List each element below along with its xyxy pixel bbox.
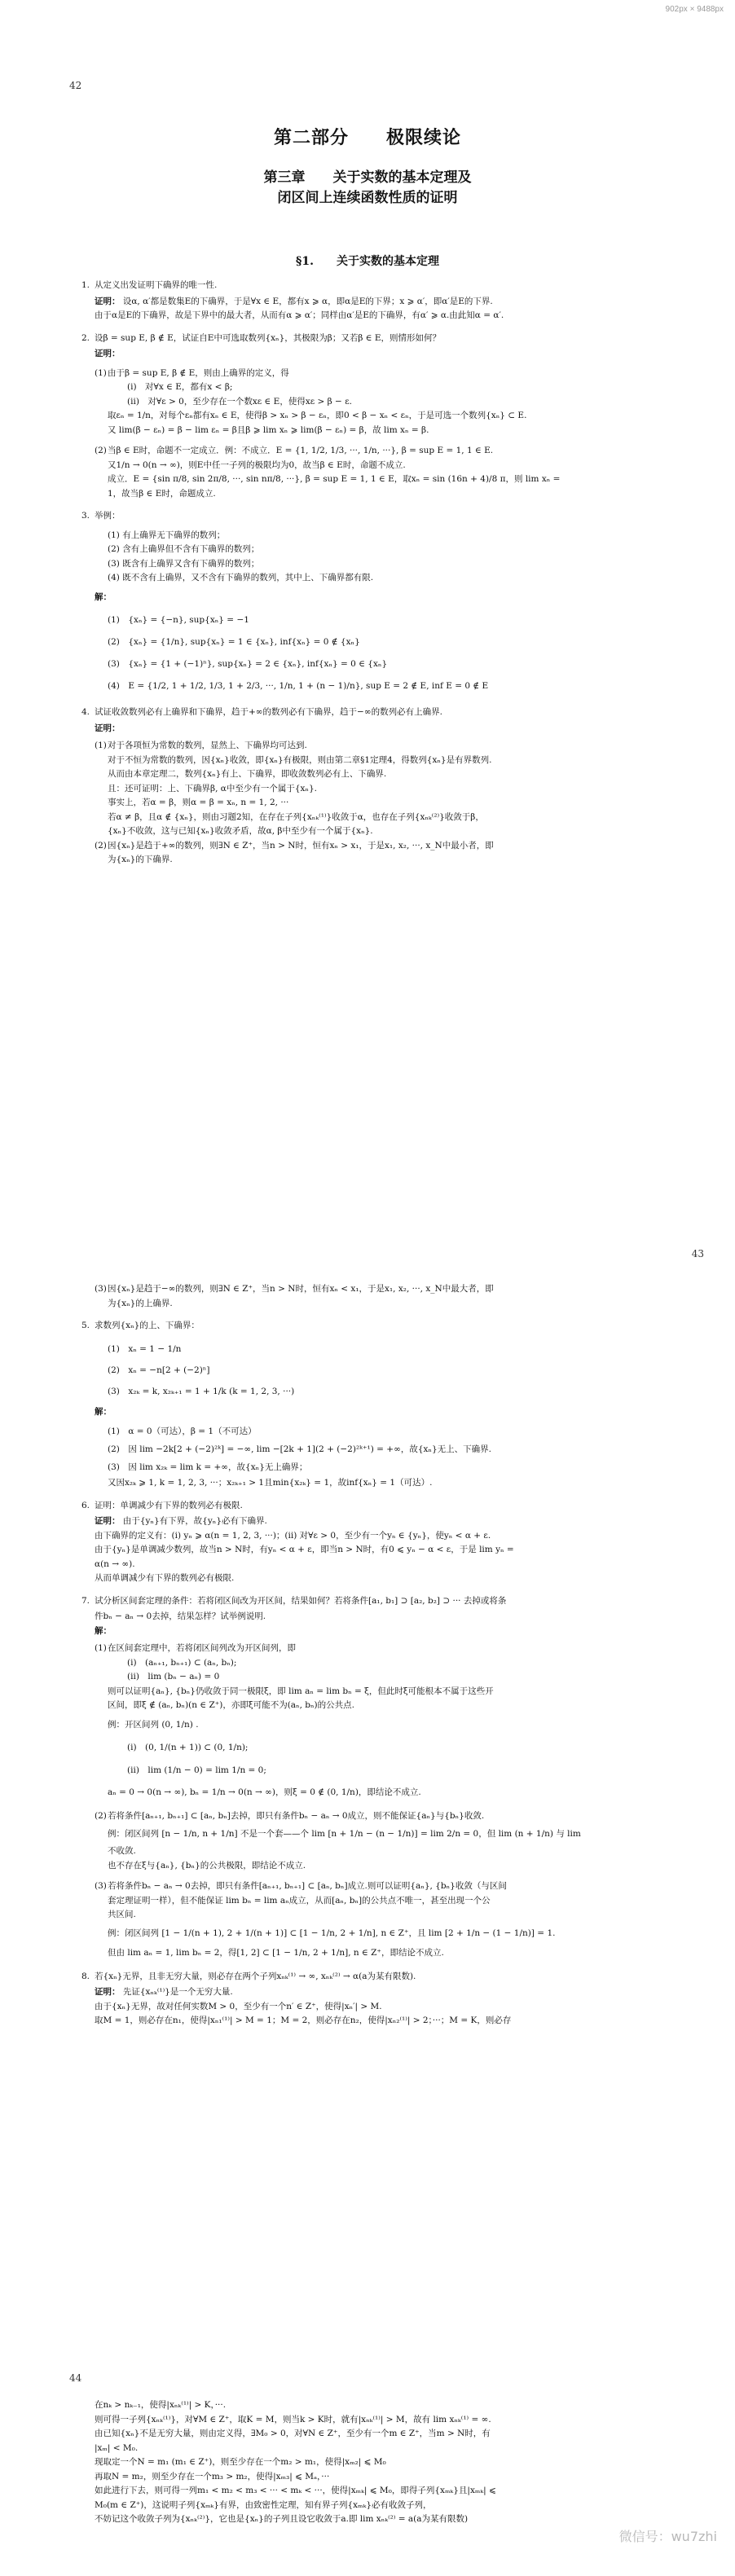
proof-line: 则可得一子列{xₙₖ⁽¹⁾}，对∀M ∈ Z⁺，取K = M，则当k > K时，就有|xₙₖ⁽¹⁾| > M，故有 lim xₙₖ⁽¹⁾ = ∞. [95, 2414, 491, 2424]
part-text: 从而由本章定理二，数列{xₙ}有上、下确界，即收敛数列必有上、下确界. [108, 769, 387, 779]
list-item: (2) 含有上确界但不含有下确界的数列； [108, 544, 260, 554]
proof-label: 证明： [95, 1516, 121, 1526]
part-text: 1，故当β ∈ E时，命题成立. [108, 488, 216, 499]
proof-line: 由于{yₙ}是单调减少数列，故当n > N时，有yₙ < α + ε，即当n > N时，有0 ⩽ yₙ − α < ε，于是 lim yₙ = [95, 1545, 514, 1554]
part-text: 当β ∈ E时，命题不一定成立．例：不成立．E = {1, 1/2, 1/3, ···, 1/n, ···}, β = sup E = 1, 1 ∈ E. [108, 446, 494, 455]
proof-line: 不妨记这个收敛子列为{xₙₖ⁽²⁾}，它也是{xₙ}的子列且设它收敛于a.即 lim xₙₖ⁽²⁾ = a(a为某有限数) [95, 2514, 469, 2524]
list-item: (2) xₙ = −n[2 + (−2)ⁿ] [108, 1365, 210, 1375]
page-44 [0, 2354, 735, 2576]
page-number: 44 [69, 2372, 82, 2384]
page-43 [0, 1230, 735, 2354]
proof-line: 取M = 1，则必存在n₁，使得|xₙ₁⁽¹⁾| > M = 1；M = 2，则必存在n₂，使得|xₙ₂⁽¹⁾| > 2；···；M = K，则必存 [95, 2016, 512, 2025]
part-text: 若将条件bₙ − aₙ → 0去掉，即只有条件[aₙ₊₁, bₙ₊₁] ⊂ [aₙ, bₙ]成立.则可以证明{aₙ}, {bₙ}收敛（与区间 [108, 1881, 507, 1891]
list-item: (3) x₂ₖ = k, x₂ₖ₊₁ = 1 + 1/k (k = 1, 2, 3, ···) [108, 1386, 295, 1396]
condition-i: (i) (aₙ₊₁, bₙ₊₁) ⊂ (aₙ, bₙ); [127, 1657, 237, 1668]
question-text: 件bₙ − aₙ → 0去掉，结果怎样？试举例说明. [95, 1611, 266, 1621]
question-number: 2. [81, 332, 90, 343]
part-2 [95, 444, 702, 459]
proof-text: 设α, α′都是数集E的下确界，于是∀x ∈ E，都有x ⩾ α，即α是E的下界；x ⩾ α′，即α′是E的下界. [122, 296, 493, 306]
answer-item: (3) {xₙ} = {1 + (−1)ⁿ}, sup{xₙ} = 2 ∈ {xₙ}, inf{xₙ} = 0 ∈ {xₙ} [108, 659, 388, 669]
part-text: 例：闭区间列 [1 − 1/(n + 1), 2 + 1/(n + 1)] ⊂ [1 − 1/n, 2 + 1/n], n ∈ Z⁺，且 lim [2 + 1/n − (1 − 1/n)] = 1. [108, 1928, 556, 1938]
chapter-title-line1: 第三章 关于实数的基本定理及 [263, 169, 472, 186]
question-number: 7. [81, 1595, 90, 1606]
proof-line: |xₘ| < M₀. [95, 2442, 139, 2453]
list-item: (1) xₙ = 1 − 1/n [108, 1343, 182, 1354]
part-text: 因{xₙ}是趋于+∞的数列，则∃N ∈ Z⁺，当n > N时，恒有xₙ > x₁，于是x₁, x₂, ···, x_N中最小者，即 [108, 840, 494, 851]
proof-line [81, 295, 702, 310]
scan-size-label: 902px × 9488px [665, 5, 724, 14]
answer-item: 又因x₂ₖ ⩾ 1, k = 1, 2, 3, ···；x₂ₖ₊₁ > 1且min{x₂ₖ} = 1，故inf{xₙ} = 1（可达）. [108, 1478, 433, 1488]
proof-line: 由下确界的定义有：(i) yₙ ⩾ α(n = 1, 2, 3, ···)；(ii) 对∀ε > 0，至少有一个yₙ ∈ {yₙ}，使yₙ < α + ε. [95, 1530, 491, 1541]
part-1 [95, 1642, 702, 1656]
proof-line: 从而单调减少有下界的数列必有极限. [95, 1573, 235, 1583]
chapter-title-line2: 闭区间上连续函数性质的证明 [277, 190, 458, 206]
page-42 [0, 0, 735, 1230]
list-item: (3) 既含有上确界又含有下确界的数列； [108, 558, 260, 569]
answer-item: (2) {xₙ} = {1/n}, sup{xₙ} = 1 ∈ {xₙ}, inf{xₙ} = 0 ∉ {xₙ} [108, 637, 360, 647]
part-text: 且：还可证明：上、下确界β, α中至少有一个属于{xₙ}. [108, 783, 317, 793]
question-5 [81, 1319, 702, 1334]
part-3 [95, 1879, 702, 1894]
part-text: 由于β = sup E, β ∉ E，则由上确界的定义，得 [108, 367, 289, 378]
part-text: 则可以证明{aₙ}, {bₙ}仍收敛于同一极限ξ，即 lim aₙ = lim bₙ = ξ，但此时ξ可能根本不属于这些开 [108, 1686, 494, 1696]
part-title: 第二部分 极限续论 [273, 127, 461, 148]
part-1 [95, 367, 702, 381]
part-text: 但由 lim aₙ = 1, lim bₙ = 2，得[1, 2] ⊂ [1 − 1/n, 2 + 1/n], n ∈ Z⁺，即结论不成立. [108, 1947, 444, 1958]
part-text: 又1/n → 0(n → ∞)，则E中任一子列的极限均为0，故当β ∈ E时，命题不成立. [108, 459, 406, 470]
part-text: aₙ = 0 → 0(n → ∞), bₙ = 1/n → 0(n → ∞)，则ξ = 0 ∉ (0, 1/n)，即结论不成立. [108, 1787, 421, 1797]
question-text: 证明：单调减少有下界的数列必有极限. [95, 1500, 243, 1510]
part-text: 若α ≠ β，且α ∉ {xₙ}，则由习题2知，在存在子列{xₙₖ⁽¹⁾}收敛于α，也存在子列{xₙₖ⁽²⁾}收敛于β， [108, 811, 484, 822]
proof-text: 由于{yₙ}有下界，故{yₙ}必有下确界. [122, 1516, 267, 1526]
proof-line: 由已知{xₙ}不是无穷大量，则由定义得，∃M₀ > 0，对∀N ∈ Z⁺，至少有一个m ∈ Z⁺，当m > N时，有 [95, 2429, 491, 2438]
proof-line: 如此进行下去，则可得一列m₁ < m₂ < m₃ < ··· < mₖ < ···，使得|xₘₖ| ⩽ M₀，即得子列{xₘₖ}且|xₘₖ| ⩽ [95, 2486, 496, 2495]
part-text: 取εₙ = 1/n，对每个εₙ都有xₙ ∈ E，使得β > xₙ > β − εₙ，即0 < β − xₙ < εₙ，于是可选一个数列{xₙ} ⊂ E. [108, 411, 527, 420]
chapter-title [0, 168, 735, 209]
part-text: 在区间套定理中，若将闭区间列改为开区间列，即 [108, 1643, 296, 1653]
proof-line: 由于{xₙ}无界，故对任何实数M > 0，至少有一个n′ ∈ Z⁺，使得|xₙ′| > M. [95, 2001, 382, 2011]
question-text: 举例： [95, 511, 121, 521]
proof-line: 现取定一个N = m₁ (m₁ ∈ Z⁺)，则至少存在一个m₂ > m₁，使得|xₘ₂| ⩽ M₀ [95, 2457, 386, 2467]
part-text: {xₙ}不收敛，这与已知{xₙ}收敛矛盾，故α, β中至少有一个属于{xₙ}. [108, 826, 373, 836]
question-text: 从定义出发证明下确界的唯一性. [95, 280, 218, 290]
page-number: 42 [69, 80, 82, 91]
answer-item: (4) E = {1/2, 1 + 1/2, 1/3, 1 + 2/3, ···, 1/n, 1 + (n − 1)/n}, sup E = 2 ∉ E, inf E = 0 ∉ E [108, 681, 489, 691]
watermark-text: 微信号：wu7zhi [618, 2529, 717, 2544]
part-text: 对于不恒为常数的数列，因{xₙ}收敛，即{xₙ}有极限，则由第二章§1定理4，得数列{xₙ}是有界数列. [108, 754, 492, 765]
part-3 [95, 1282, 702, 1297]
question-3 [81, 509, 702, 524]
question-text: 试证收敛数列必有上确界和下确界，趋于+∞的数列必有下确界，趋于−∞的数列必有上确界. [95, 707, 442, 717]
proof-line: 由于α是E的下确界，故是下界中的最大者，从而有α ⩾ α′；同样由α′是E的下确界，有α′ ⩾ α.由此知α = α′. [95, 310, 504, 320]
answer-item: (1) {xₙ} = {−n}, sup{xₙ} = −1 [108, 615, 249, 625]
part-2 [95, 1809, 702, 1824]
question-8 [81, 1970, 702, 1985]
part-text: 成立．E = {sin π/8, sin 2π/8, ···, sin nπ/8, ···}, β = sup E = 1, 1 ∈ E，取xₙ = sin (16n + 4)/8 π，则 lim xₙ = [108, 474, 561, 484]
proof-line [81, 1985, 702, 2000]
proof-text: 先证{xₙₖ⁽¹⁾}是一个无穷大量. [122, 1987, 233, 1997]
part-number: (1) [95, 741, 107, 750]
proof-line: 在nₖ > nₖ₋₁，使得|xₙₖ⁽¹⁾| > K，···. [95, 2400, 227, 2410]
question-number: 6. [81, 1500, 90, 1510]
section-title: §1. 关于实数的基本定理 [296, 255, 439, 268]
part-text: 因{xₙ}是趋于−∞的数列，则∃N ∈ Z⁺，当n > N时，恒有xₙ < x₁，于是x₁, x₂, ···, x_N中最大者，即 [108, 1284, 494, 1294]
question-4 [81, 706, 702, 720]
proof-label: 证明： [95, 349, 121, 358]
proof-label: 证明： [95, 296, 121, 306]
condition-i: (i) (0, 1/(n + 1)) ⊂ (0, 1/n); [127, 1742, 249, 1752]
page-body [81, 1282, 702, 2029]
question-number: 4. [81, 707, 90, 717]
solution-label: 解： [95, 1625, 112, 1636]
part-number: (3) [95, 1284, 107, 1294]
part-text: 不收敛. [108, 1846, 136, 1856]
part-number: (1) [95, 367, 107, 378]
list-item: (1) 有上确界无下确界的数列； [108, 530, 226, 540]
question-number: 3. [81, 511, 90, 521]
part-text: 也不存在ξ与{aₙ}, {bₙ}的公共极限，即结论不成立. [108, 1860, 306, 1870]
part-number: (2) [95, 1810, 107, 1821]
proof-line: 再取N = m₂，则至少存在一个m₃ > m₂，使得|xₘ₃| ⩽ Mₐ，··· [95, 2471, 330, 2481]
part-text: 为{xₙ}的上确界. [108, 1298, 173, 1308]
question-text: 设β = sup E, β ∉ E，试证自E中可选取数列{xₙ}，其极限为β；又若β ∈ E，则情形如何？ [95, 332, 442, 343]
answer-item: (3) 因 lim x₂ₖ = lim k = +∞，故{xₙ}无上确界； [108, 1462, 308, 1472]
proof-line: M₀(m ∈ Z⁺)，这说明子列{xₘₖ}有界，由致密性定理，知有界子列{xₘₖ}必有收敛子列， [95, 2499, 432, 2510]
part-text: 为{xₙ}的下确界. [108, 855, 173, 864]
question-1 [81, 279, 702, 293]
part-text: 对于各项恒为常数的数列，显然上、下确界均可达到. [108, 741, 307, 750]
part-text: 区间，即ξ ∉ (aₙ, bₙ)(n ∈ Z⁺)，亦即ξ可能不为(aₙ, bₙ)的公共点. [108, 1700, 354, 1710]
question-7 [81, 1594, 702, 1609]
page-body [81, 279, 702, 868]
solution-label: 解： [95, 591, 112, 602]
part-2 [95, 839, 702, 854]
part-1 [95, 739, 702, 754]
answer-item: (2) 因 lim −2k[2 + (−2)²ᵏ] = −∞, lim −[2k + 1](2 + (−2)²ᵏ⁺¹) = +∞，故{xₙ}无上、下确界. [108, 1444, 491, 1454]
part-number: (1) [95, 1643, 107, 1653]
question-2 [81, 332, 702, 346]
solution-label: 解： [95, 1406, 112, 1417]
question-text: 求数列{xₙ}的上、下确界： [95, 1321, 200, 1330]
question-number: 5. [81, 1321, 90, 1330]
condition-ii: (ii) lim (1/n − 0) = lim 1/n = 0; [127, 1765, 266, 1775]
question-6 [81, 1499, 702, 1514]
question-number: 1. [81, 280, 90, 290]
list-item: (4) 既不含有上确界，又不含有下确界的数列，其中上、下确界都有限. [108, 573, 374, 582]
part-text: 事实上，若α = β，则α = β = xₙ, n = 1, 2, ··· [108, 798, 289, 807]
part-text: 套定理证明一样），但不能保证 lim bₙ = lim aₙ成立，从而[aₙ, bₙ]的公共点不唯一，甚至出现一个公 [108, 1895, 491, 1906]
page-body [81, 2398, 702, 2527]
condition-ii: (ii) 对∀ε > 0，至少存在一个数xε ∈ E，使得xε > β − ε. [127, 396, 352, 407]
part-text: 又 lim(β − εₙ) = β − lim εₙ = β且β ⩾ lim xₙ ⩾ lim(β − εₙ) = β，故 lim xₙ = β. [108, 424, 429, 435]
proof-line: α(n → ∞). [95, 1558, 135, 1569]
answer-item: (1) α = 0（可达），β = 1（不可达） [108, 1426, 257, 1436]
page-number: 43 [691, 1248, 704, 1259]
condition-ii: (ii) lim (bₙ − aₙ) = 0 [127, 1672, 220, 1681]
proof-line [81, 1514, 702, 1529]
question-number: 8. [81, 1971, 90, 1981]
part-text: 例：开区间列 (0, 1/n) . [108, 1719, 199, 1730]
question-text: 试分析区间套定理的条件：若将闭区间改为开区间，结果如何？若将条件[a₁, b₁] ⊃ [a₂, b₂] ⊃ ··· 去掉或将条 [95, 1595, 507, 1606]
part-text: 共区间. [108, 1910, 136, 1919]
part-number: (3) [95, 1881, 107, 1891]
part-number: (2) [95, 446, 107, 455]
part-number: (2) [95, 840, 107, 851]
part-text: 若将条件[aₙ₊₁, bₙ₊₁] ⊂ [aₙ, bₙ]去掉，即只有条件bₙ − aₙ → 0成立，则不能保证{aₙ}与{bₙ}收敛. [108, 1810, 485, 1821]
question-text: 若{xₙ}无界，且非无穷大量，则必存在两个子列xₙₖ⁽¹⁾ → ∞, xₙₖ⁽²⁾ → α(a为某有限数). [95, 1971, 416, 1981]
proof-label: 证明： [95, 1987, 121, 1997]
condition-i: (i) 对∀x ∈ E，都有x < β; [127, 382, 233, 392]
proof-label: 证明： [95, 723, 121, 733]
part-text: 例：闭区间列 [n − 1/n, n + 1/n] 不是一个套——个 lim [n + 1/n − (n − 1/n)] = lim 2/n = 0，但 lim (n + 1/n) 与 lim [108, 1829, 581, 1839]
